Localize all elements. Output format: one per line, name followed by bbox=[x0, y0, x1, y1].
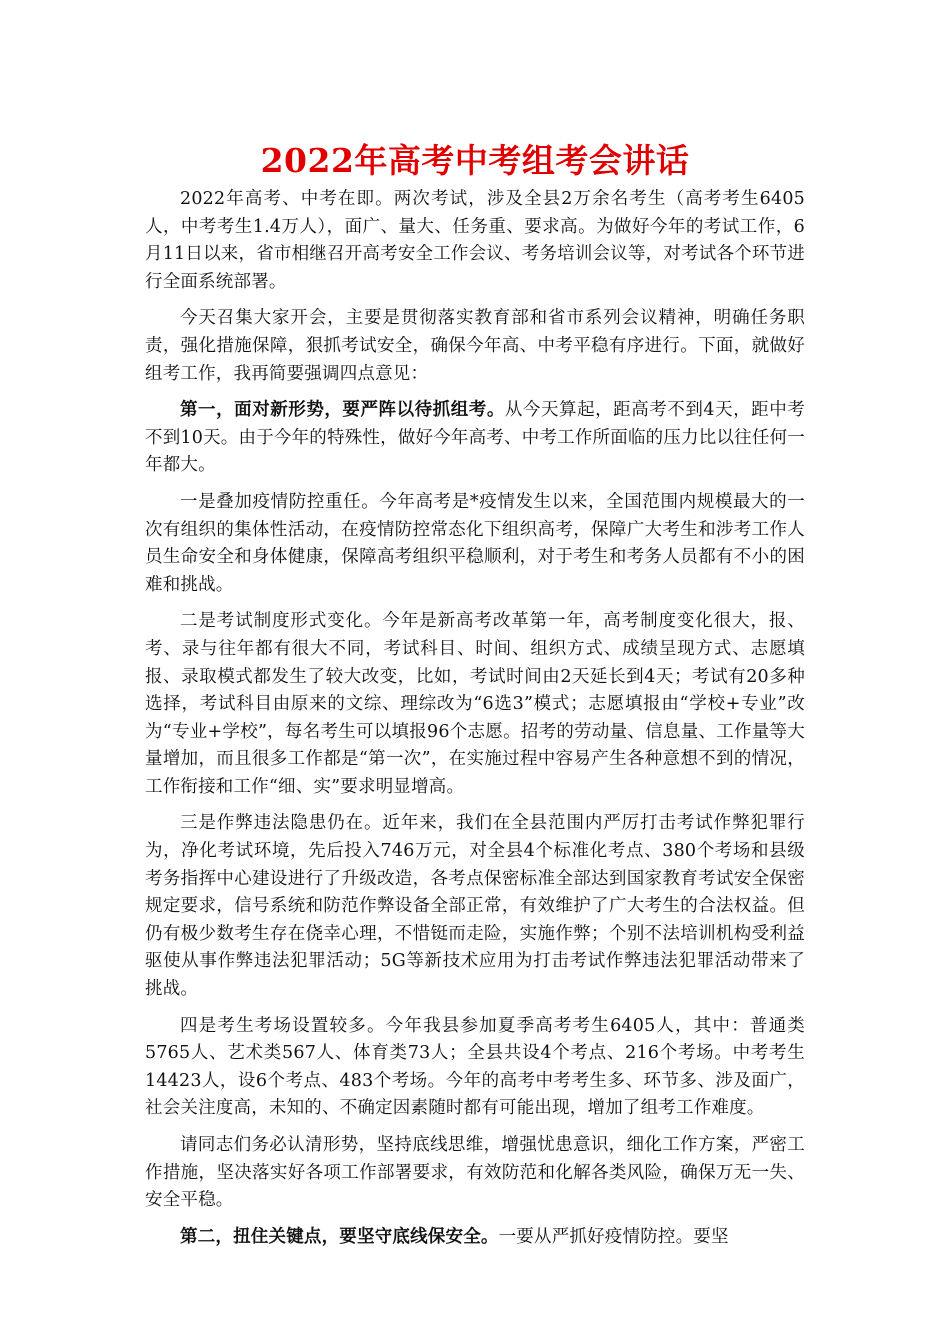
document-title: 2022年高考中考组考会讲话 bbox=[260, 141, 690, 180]
paragraph bbox=[145, 608, 805, 801]
paragraph bbox=[145, 186, 805, 296]
paragraph-text: 从今天算起，距高考不到4天，距中考不到10天。由于今年的特殊性，做好今年高考、中考工作所面临的压力比以往任何一年都大。 bbox=[145, 400, 805, 476]
paragraph-text: 一要从严抓好疫情防控。要坚 bbox=[498, 1226, 729, 1247]
paragraph-text: 二是考试制度形式变化。今年是新高考改革第一年，高考制度变化很大，报、考、录与往年都有很大不同，考试科目、时间、组织方式、成绩呈现方式、志愿填报、录取模式都发生了较大改变，比如，考试时间由2天延长到4天；考试有20多种选择，考试科目由原来的文综、理综改为“6选3”模式；志愿填报由“学校+专业”改为“专业+学校”，每名考生可以填报96个志愿。招考的劳动量、信息量、工作量等大量增加，而且很多工作都是“第一次”，在实施过程中容易产生各种意想不到的情况，工作衔接和工作“细、实”要求明显增高。 bbox=[145, 611, 805, 797]
paragraph-text: 四是考生考场设置较多。今年我县参加夏季高考考生6405人，其中：普通类5765人、艺术类567人、体育类73人；全县共设4个考点、216个考场。中考考生14423人，设6个考点、483个考场。今年的高考中考考生多、环节多、涉及面广，社会关注度高，未知的、不确定因素随时都有可能出现，增加了组考工作难度。 bbox=[145, 1015, 805, 1119]
document-body bbox=[145, 186, 805, 1260]
paragraph bbox=[145, 810, 805, 1003]
paragraph-text: 三是作弊违法隐患仍在。近年来，我们在全县范围内严厉打击考试作弊犯罪行为，净化考试环境，先后投入746万元，对全县4个标准化考点、380个考场和县级考务指挥中心建设进行了升级改造，各考点保密标准全部达到国家教育考试安全保密规定要求，信号系统和防范作弊设备全部正常，有效维护了广大考生的合法权益。但仍有极少数考生存在侥幸心理，不惜铤而走险，实施作弊；个别不法培训机构受利益驱使从事作弊违法犯罪活动；5G等新技术应用为打击考试作弊违法犯罪活动带来了挑战。 bbox=[145, 813, 805, 1000]
paragraph-text: 今天召集大家开会，主要是贯彻落实教育部和省市系列会议精神，明确任务职责，强化措施保障，狠抓考试安全，确保今年高、中考平稳有序进行。下面，就做好组考工作，我再简要强调四点意见： bbox=[145, 308, 805, 384]
paragraph-lead: 第一，面对新形势，要严阵以待抓组考。 bbox=[180, 400, 505, 421]
paragraph bbox=[145, 1013, 805, 1123]
paragraph-text: 2022年高考、中考在即。两次考试，涉及全县2万余名考生（高考考生6405人，中考考生1.4万人），面广、量大、任务重、要求高。为做好今年的考试工作，6月11日以来，省市相继召开高考安全工作会议、考务培训会议等，对考试各个环节进行全面系统部署。 bbox=[145, 189, 805, 292]
paragraph-text: 一是叠加疫情防控重任。今年高考是*疫情发生以来，全国范围内规模最大的一次有组织的集体性活动，在疫情防控常态化下组织高考，保障广大考生和涉考工作人员生命安全和身体健康，保障高考组织平稳顺利，对于考生和考务人员都有不小的困难和挑战。 bbox=[145, 491, 805, 595]
paragraph bbox=[145, 397, 805, 480]
paragraph bbox=[145, 489, 805, 599]
paragraph bbox=[145, 305, 805, 388]
paragraph-text: 请同志们务必认清形势，坚持底线思维，增强忧患意识，细化工作方案，严密工作措施，坚决落实好各项工作部署要求，有效防范和化解各类风险，确保万无一失、安全平稳。 bbox=[145, 1135, 805, 1211]
paragraph bbox=[145, 1132, 805, 1215]
paragraph-lead: 第二，扭住关键点，要坚守底线保安全。 bbox=[180, 1226, 499, 1247]
paragraph bbox=[145, 1224, 805, 1252]
